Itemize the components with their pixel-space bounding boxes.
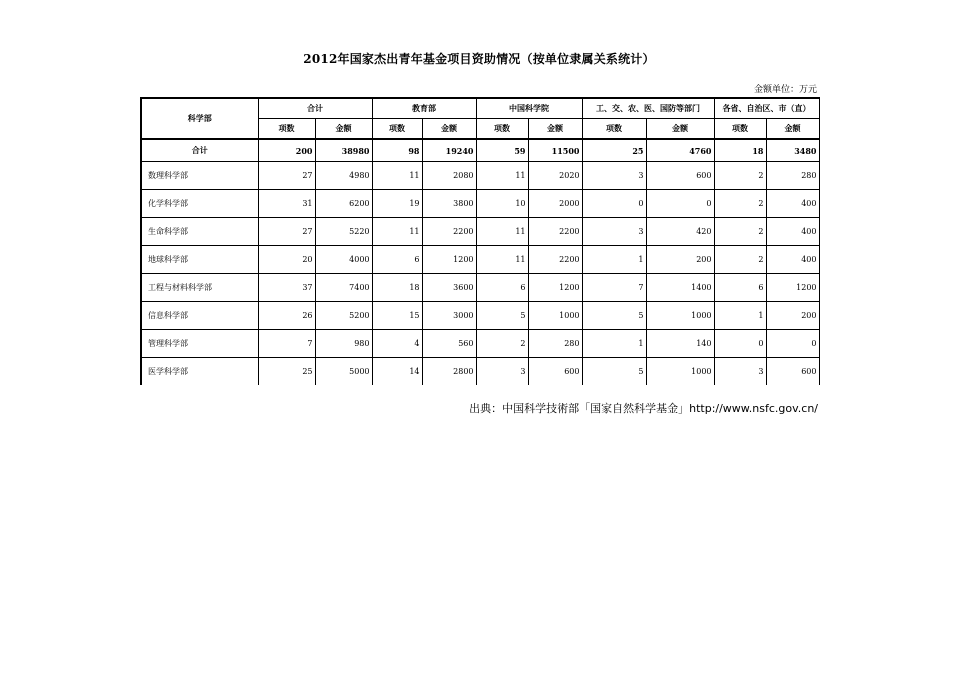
table-cell: 2200 [528, 218, 582, 246]
table-cell: 5 [582, 358, 646, 386]
table-cell: 280 [528, 330, 582, 358]
table-cell: 1000 [646, 302, 714, 330]
table-cell: 5000 [315, 358, 372, 386]
table-cell: 2 [714, 162, 766, 190]
table-cell: 18 [372, 274, 422, 302]
table-cell: 5 [476, 302, 528, 330]
table-cell: 2000 [528, 190, 582, 218]
funding-table [140, 97, 820, 385]
table-cell: 6200 [315, 190, 372, 218]
row-label: 医学科学部 [141, 358, 258, 386]
table-cell: 400 [766, 246, 819, 274]
table-cell: 0 [766, 330, 819, 358]
table-cell: 15 [372, 302, 422, 330]
table-cell: 4 [372, 330, 422, 358]
table-cell: 0 [714, 330, 766, 358]
table-cell: 600 [646, 162, 714, 190]
table-cell: 25 [258, 358, 315, 386]
total-row [141, 139, 819, 162]
table-cell: 27 [258, 162, 315, 190]
table-cell: 560 [422, 330, 476, 358]
table-cell: 10 [476, 190, 528, 218]
row-label: 工程与材料科学部 [141, 274, 258, 302]
table-cell: 18 [714, 139, 766, 162]
table-cell: 37 [258, 274, 315, 302]
table-cell: 0 [582, 190, 646, 218]
table-cell: 3800 [422, 190, 476, 218]
table-cell: 2 [714, 190, 766, 218]
table-row [141, 218, 819, 246]
table-cell: 2 [476, 330, 528, 358]
table-cell: 3 [582, 162, 646, 190]
page-title: 2012年国家杰出青年基金项目资助情况（按单位隶属关系统计） [303, 52, 655, 66]
table-cell: 3 [714, 358, 766, 386]
table-cell: 1000 [646, 358, 714, 386]
total-label: 合计 [141, 139, 258, 162]
row-label: 地球科学部 [141, 246, 258, 274]
table-row [141, 246, 819, 274]
table-cell: 1000 [528, 302, 582, 330]
table-cell: 400 [766, 218, 819, 246]
table-cell: 3480 [766, 139, 819, 162]
table-cell: 1 [582, 330, 646, 358]
table-cell: 980 [315, 330, 372, 358]
table-cell: 200 [258, 139, 315, 162]
sub-header-amount: 金额 [315, 119, 372, 140]
row-label: 信息科学部 [141, 302, 258, 330]
table-cell: 19240 [422, 139, 476, 162]
table-cell: 200 [766, 302, 819, 330]
table-cell: 420 [646, 218, 714, 246]
row-label: 管理科学部 [141, 330, 258, 358]
row-label: 化学科学部 [141, 190, 258, 218]
table-cell: 31 [258, 190, 315, 218]
table-cell: 5 [582, 302, 646, 330]
table-cell: 2200 [528, 246, 582, 274]
table-cell: 26 [258, 302, 315, 330]
table-cell: 4980 [315, 162, 372, 190]
header-row-groups [141, 98, 819, 119]
table-cell: 280 [766, 162, 819, 190]
sub-header-amount: 金额 [766, 119, 819, 140]
table-cell: 3000 [422, 302, 476, 330]
group-header-cas: 中国科学院 [476, 98, 582, 119]
sub-header-count: 项数 [476, 119, 528, 140]
table-cell: 11 [372, 218, 422, 246]
table-cell: 3 [476, 358, 528, 386]
table-cell: 6 [714, 274, 766, 302]
group-header-ministries: 工、交、农、医、国防等部门 [582, 98, 714, 119]
table-cell: 600 [528, 358, 582, 386]
table-cell: 1400 [646, 274, 714, 302]
table-row [141, 274, 819, 302]
table-row [141, 358, 819, 386]
table-row [141, 162, 819, 190]
category-header: 科学部 [141, 98, 258, 139]
table-cell: 20 [258, 246, 315, 274]
table-cell: 11 [372, 162, 422, 190]
table-cell: 59 [476, 139, 528, 162]
table-cell: 1200 [528, 274, 582, 302]
unit-note: 金额单位：万元 [753, 85, 817, 95]
table-cell: 600 [766, 358, 819, 386]
table-cell: 5220 [315, 218, 372, 246]
table-cell: 1 [582, 246, 646, 274]
group-header-provinces: 各省、自治区、市（直） [714, 98, 819, 119]
table-cell: 6 [372, 246, 422, 274]
table-cell: 3 [582, 218, 646, 246]
sub-header-count: 项数 [714, 119, 766, 140]
sub-header-amount: 金额 [646, 119, 714, 140]
table-cell: 4000 [315, 246, 372, 274]
table-row [141, 302, 819, 330]
table-cell: 1200 [422, 246, 476, 274]
table-cell: 25 [582, 139, 646, 162]
sub-header-amount: 金额 [528, 119, 582, 140]
table-cell: 200 [646, 246, 714, 274]
sub-header-amount: 金额 [422, 119, 476, 140]
table-row [141, 190, 819, 218]
sub-header-count: 项数 [258, 119, 315, 140]
table-cell: 6 [476, 274, 528, 302]
table-cell: 14 [372, 358, 422, 386]
table-cell: 5200 [315, 302, 372, 330]
table-cell: 2020 [528, 162, 582, 190]
table-cell: 140 [646, 330, 714, 358]
table-cell: 3600 [422, 274, 476, 302]
table-cell: 7400 [315, 274, 372, 302]
group-header-total: 合计 [258, 98, 372, 119]
table-cell: 2800 [422, 358, 476, 386]
table-cell: 2 [714, 246, 766, 274]
table-cell: 27 [258, 218, 315, 246]
row-label: 数理科学部 [141, 162, 258, 190]
table-cell: 2080 [422, 162, 476, 190]
table-row [141, 330, 819, 358]
sub-header-count: 项数 [582, 119, 646, 140]
table-cell: 0 [646, 190, 714, 218]
source-note: 出典：中国科学技術部「国家自然科学基金」http://www.nsfc.gov.cn/ [469, 402, 818, 415]
table-cell: 11 [476, 162, 528, 190]
table-cell: 2200 [422, 218, 476, 246]
table-cell: 1 [714, 302, 766, 330]
table-cell: 7 [582, 274, 646, 302]
table-cell: 19 [372, 190, 422, 218]
sub-header-count: 项数 [372, 119, 422, 140]
row-label: 生命科学部 [141, 218, 258, 246]
table-cell: 11 [476, 246, 528, 274]
table-cell: 4760 [646, 139, 714, 162]
table-cell: 38980 [315, 139, 372, 162]
table-cell: 2 [714, 218, 766, 246]
table-cell: 98 [372, 139, 422, 162]
table-cell: 400 [766, 190, 819, 218]
table-cell: 11 [476, 218, 528, 246]
table-cell: 11500 [528, 139, 582, 162]
group-header-education: 教育部 [372, 98, 476, 119]
table-cell: 7 [258, 330, 315, 358]
table-cell: 1200 [766, 274, 819, 302]
